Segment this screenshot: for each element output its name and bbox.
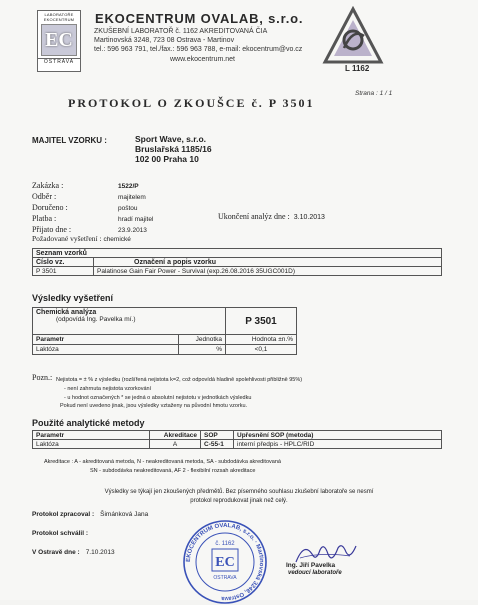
- received-value: 23.9.2013: [118, 227, 147, 234]
- results-col-value: Hodnota ±n.%: [226, 335, 297, 345]
- table-row: [33, 267, 442, 276]
- method-accr: A: [150, 440, 201, 449]
- received-label: Přijato dne :: [32, 225, 72, 234]
- contact-line: tel.: 596 963 791, tel./fax.: 596 963 788, e-mail: ekocentrum@vo.cz: [94, 46, 303, 53]
- requested-value: chemické: [103, 236, 131, 243]
- stamp-number: č. 1162: [215, 541, 235, 547]
- prepared-by: [32, 511, 148, 518]
- protocol-title: PROTOKOL O ZKOUŠCE č. P 3501: [68, 96, 315, 110]
- order-value: 1522/P: [118, 183, 139, 190]
- accreditation-line: ZKUŠEBNÍ LABORATOŘ č. 1162 AKREDITOVANÁ ČIA: [94, 28, 268, 35]
- samples-table: [32, 248, 442, 276]
- lab-code: L 1162: [345, 64, 370, 73]
- accreditation-legend: [44, 458, 444, 476]
- delivery-value: poštou: [118, 205, 138, 212]
- signer-role: vedoucí laboratoře: [288, 570, 342, 576]
- validity-statement: [44, 488, 434, 506]
- results-section-title: Chemická analýza: [36, 309, 97, 316]
- notes-line-4: Pokud není uvedeno jinak, jsou výsledky vztaženy na původní hmotu vzorku.: [60, 403, 248, 409]
- company-name: EKOCENTRUM OVALAB, s.r.o.: [95, 11, 304, 26]
- delivery-label: Doručeno :: [32, 203, 68, 212]
- results-table: [32, 307, 297, 355]
- statement-line-1: Výsledky se týkají jen zkoušených předmětů. Bez písemného souhlasu zkušební laboratoře se nesmí: [104, 489, 374, 495]
- owner-address: [135, 134, 212, 164]
- method-sop: C-55-1: [201, 440, 234, 449]
- notes-label: Pozn.:: [32, 373, 53, 382]
- methods-col-desc: Upřesnění SOP (metoda): [234, 431, 442, 440]
- result-value: <0,1: [226, 345, 297, 355]
- payment-label: Platba :: [32, 214, 57, 223]
- table-row: [33, 345, 297, 355]
- logo-top-text: LABORATOŘE EKOCENTRUM: [43, 12, 75, 22]
- address-line: Martinovská 3248, 723 08 Ostrava - Martinov: [94, 37, 235, 44]
- payment-value: hradí majitel: [118, 216, 154, 223]
- notes-line-1: Nejistota = ± % z výsledku (rozšířená nejistota k=2, což odpovídá hladině spolehlivosti přibližně 95%): [56, 377, 303, 383]
- notes-text: [56, 376, 446, 403]
- legend-line-1: Akreditace : A - akreditovaná metoda, N - neakreditovaná metoda, SA - subdodávka akreditovaná: [44, 459, 281, 465]
- requested-label: Požadované vyšetření :: [32, 234, 102, 243]
- laboratory-stamp-icon: [182, 519, 268, 605]
- analysis-end-label: Ukončení analýz dne :: [218, 212, 290, 221]
- results-col-param: Parametr: [33, 335, 179, 345]
- analysis-end-value: 3.10.2013: [293, 214, 325, 221]
- sampling-label: Odběr :: [32, 192, 57, 201]
- requested-analysis: [32, 234, 131, 243]
- legend-line-2: SN - subdodávka neakreditovaná, AF 2 - flexibilní rozsah akreditace: [90, 468, 256, 474]
- result-param: Laktóza: [33, 345, 179, 355]
- sample-desc: Palatinose Gain Fair Power - Survival (exp.26.08.2016 35UGC001D): [94, 267, 442, 276]
- analysis-end: [218, 212, 325, 221]
- prepared-value: Šimánková Jana: [100, 511, 149, 518]
- issue-date: [32, 549, 115, 556]
- info-values: [118, 181, 153, 236]
- sampling-value: majitelem: [118, 194, 146, 201]
- date-value: 7.10.2013: [85, 549, 115, 556]
- results-section: [33, 308, 226, 335]
- statement-line-2: protokol reprodukovat jinak než celý.: [190, 498, 288, 504]
- results-col-unit: Jednotka: [179, 335, 226, 345]
- logo-letters: EC: [41, 24, 77, 56]
- results-responsible: (odpovídá Ing. Pavelka mí.): [56, 316, 136, 323]
- stamp-ring-text: EKOCENTRUM OVALAB, s.r.o. · Martinovská 3248, Ostrava: [185, 522, 265, 602]
- samples-col-desc: Označení a popis vzorku: [94, 258, 442, 267]
- methods-heading: Použité analytické metody: [32, 418, 145, 428]
- approved-label: Protokol schválil :: [32, 530, 88, 537]
- samples-title: Seznam vzorků: [33, 249, 442, 258]
- owner-name: Sport Wave, s.r.o.: [135, 134, 207, 144]
- notes-line-3: - u hodnot označených * se jedná o absolutní nejistotu v jednotkách výsledku: [64, 395, 252, 401]
- result-unit: %: [179, 345, 226, 355]
- methods-table: [32, 430, 442, 449]
- results-sample-id: P 3501: [226, 308, 297, 335]
- method-param: Laktóza: [33, 440, 150, 449]
- page-number: Strana : 1 / 1: [355, 90, 393, 97]
- owner-label: MAJITEL VZORKU :: [32, 136, 107, 145]
- stamp-city: OSTRAVA: [213, 575, 237, 581]
- results-heading: Výsledky vyšetření: [32, 293, 114, 303]
- methods-col-param: Parametr: [33, 431, 150, 440]
- logo-bottom-text: OSTRAVA: [38, 58, 80, 65]
- stamp-letters: EC: [215, 555, 235, 570]
- signer-name: Ing. Jiří Pavelka: [286, 562, 336, 569]
- accreditation-logo-icon: [322, 6, 384, 72]
- method-desc: interní předpis - HPLC/RID: [234, 440, 442, 449]
- notes-line-2: - není zahrnuta nejistota vzorkování: [64, 386, 152, 392]
- owner-street: Bruslařská 1185/16: [135, 144, 212, 154]
- sample-id: P 3501: [33, 267, 94, 276]
- methods-col-accr: Akreditace: [150, 431, 201, 440]
- approved-by: [32, 530, 88, 537]
- table-row: [33, 440, 442, 449]
- samples-col-id: Číslo vz.: [33, 258, 94, 267]
- prepared-label: Protokol zpracoval :: [32, 511, 95, 518]
- order-label: Zakázka :: [32, 181, 64, 190]
- owner-city: 102 00 Praha 10: [135, 154, 199, 164]
- info-labels: [32, 180, 71, 235]
- date-label: V Ostravě dne :: [32, 549, 80, 556]
- methods-col-sop: SOP: [201, 431, 234, 440]
- website-line: www.ekocentrum.net: [170, 56, 235, 63]
- company-logo: [37, 10, 81, 72]
